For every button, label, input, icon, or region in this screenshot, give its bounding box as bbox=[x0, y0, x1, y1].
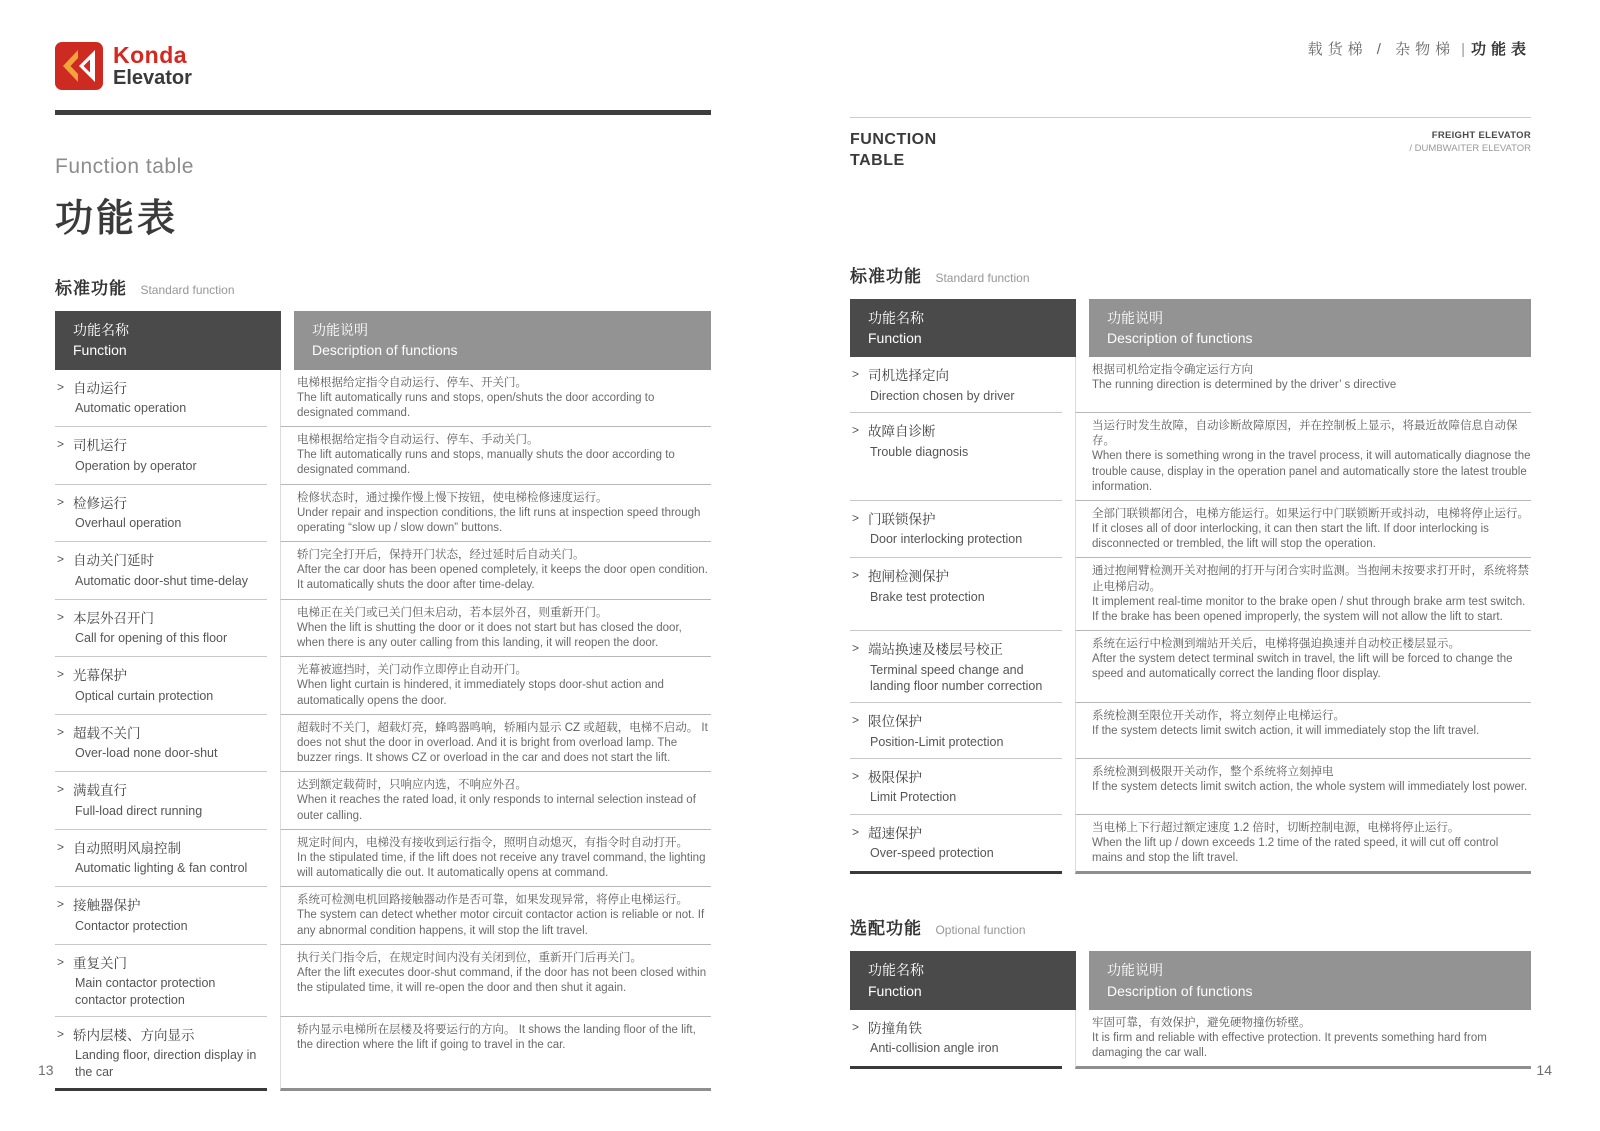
table-row bbox=[55, 657, 711, 715]
header-description-cn: 功能说明 bbox=[312, 322, 368, 338]
header-description-en: Description of functions bbox=[1107, 329, 1253, 346]
function-desc-cell bbox=[1075, 413, 1531, 501]
function-desc-cell bbox=[1075, 1010, 1531, 1070]
bullet-icon: > bbox=[57, 897, 65, 912]
function-desc-cell bbox=[280, 1017, 711, 1091]
function-desc-en: It does not shut the door in overload. And it is bright from overload lamp. The buzzer rings. It shows CZ or overload in the car and does not start the lift. bbox=[297, 721, 708, 765]
function-desc-cell bbox=[280, 370, 711, 428]
heading-right-line2: / DUMBWAITER ELEVATOR bbox=[1409, 142, 1531, 154]
function-name-en: Automatic lighting & fan control bbox=[75, 861, 248, 876]
function-name-cell bbox=[850, 413, 1062, 501]
heading-right-line1: FREIGHT ELEVATOR bbox=[1431, 130, 1531, 141]
section-label-cn: 标准功能 bbox=[55, 279, 127, 298]
function-name-en: Landing floor, direction display in the car bbox=[75, 1048, 257, 1079]
bullet-icon: > bbox=[57, 609, 65, 624]
function-desc-cell bbox=[1075, 501, 1531, 559]
function-name-cn: 光幕保护 bbox=[73, 668, 128, 684]
function-desc-cn: 根据司机给定指令确定运行方向 bbox=[1092, 364, 1253, 377]
function-desc-en: When it reaches the rated load, it only responds to internal selection instead of outer calling. bbox=[297, 794, 696, 822]
function-name-cn: 自动照明风扇控制 bbox=[73, 840, 182, 856]
function-desc-en: If the system detects limit switch action, it will immediately stop the lift travel. bbox=[1092, 725, 1480, 738]
function-name-cell bbox=[55, 485, 267, 543]
breadcrumb-category: 载货梯 / 杂物梯 bbox=[1307, 41, 1456, 58]
function-desc-cn: 规定时间内，电梯没有接收到运行指令，照明自动熄灭，有指令时自动打开。 bbox=[297, 836, 688, 849]
function-name-cell bbox=[850, 357, 1062, 413]
function-desc-cn: 牢固可靠，有效保护，避免硬物撞伤轿壁。 bbox=[1092, 1016, 1311, 1029]
function-desc-cell bbox=[280, 657, 711, 715]
function-desc-en: If it closes all of door interlocking, it can then start the lift. If door interlocking is disconnected or trembled, the lift will stop the operation. bbox=[1092, 523, 1489, 551]
header-description-cell bbox=[294, 311, 711, 370]
function-name-cell bbox=[850, 703, 1062, 759]
function-name-en: Call for opening of this floor bbox=[75, 631, 228, 646]
bullet-icon: > bbox=[57, 954, 65, 969]
section-label-en: Standard function bbox=[935, 270, 1030, 285]
brand-subname: Elevator bbox=[113, 66, 192, 89]
function-name-cn: 极限保护 bbox=[868, 769, 923, 785]
header-function-en: Function bbox=[868, 982, 922, 999]
header-description-cell bbox=[1089, 951, 1531, 1010]
table-row bbox=[55, 370, 711, 428]
header-function-en: Function bbox=[868, 329, 922, 346]
bullet-icon: > bbox=[852, 422, 860, 437]
function-name-cell bbox=[55, 887, 267, 945]
function-desc-en: The lift automatically runs and stops, manually shuts the door according to designated command. bbox=[297, 449, 675, 477]
function-name-cn: 自动运行 bbox=[73, 380, 128, 396]
header-function-cn: 功能名称 bbox=[868, 962, 924, 979]
section-standard-function bbox=[850, 262, 1531, 287]
function-desc-cn: 轿门完全打开后，保持开门状态，经过延时后自动关门。 bbox=[297, 549, 585, 562]
heading-line1: FUNCTION bbox=[850, 131, 937, 148]
function-name-cell bbox=[850, 631, 1062, 703]
table-row bbox=[850, 1010, 1531, 1070]
table-row bbox=[55, 772, 711, 830]
standard-function-table bbox=[55, 311, 711, 1091]
page-left bbox=[55, 40, 711, 1091]
function-desc-cell bbox=[280, 427, 711, 485]
brand-name: Konda bbox=[113, 42, 188, 69]
function-name-cell bbox=[55, 715, 267, 773]
function-name-en: Position-Limit protection bbox=[870, 734, 1004, 749]
page-number-left: 13 bbox=[38, 1062, 54, 1078]
bullet-icon: > bbox=[57, 552, 65, 567]
function-name-cell bbox=[55, 945, 267, 1017]
function-desc-en: After the lift executes door-shut command, if the door has not been closed within the stipulated time, it will re-open the door and then shut it again. bbox=[297, 966, 707, 995]
function-desc-en: If the system detects limit switch action, the whole system will immediately lost power. bbox=[1092, 781, 1528, 794]
function-desc-cell bbox=[280, 772, 711, 830]
function-desc-cn: 系统检测到极限开关动作，整个系统将立刻掉电 bbox=[1092, 765, 1334, 778]
table-row bbox=[55, 542, 711, 600]
function-name-en: Over-speed protection bbox=[870, 846, 994, 861]
function-name-cn: 抱闸检测保护 bbox=[868, 569, 950, 585]
table-row bbox=[850, 703, 1531, 759]
function-desc-cn: 通过抱闸臂检测开关对抱闸的打开与闭合实时监测。当抱闸未按要求打开时，系统将禁止电梯启动。 bbox=[1092, 565, 1529, 593]
bullet-icon: > bbox=[852, 510, 860, 525]
table-row bbox=[850, 357, 1531, 413]
function-name-cell bbox=[55, 772, 267, 830]
header-description-cell bbox=[1089, 299, 1531, 358]
function-name-en: Brake test protection bbox=[870, 589, 985, 604]
function-name-cell bbox=[55, 1017, 267, 1091]
function-desc-cell bbox=[280, 945, 711, 1017]
function-name-en: Door interlocking protection bbox=[870, 532, 1023, 547]
bullet-icon: > bbox=[852, 824, 860, 839]
table-row bbox=[55, 600, 711, 658]
header-description-en: Description of functions bbox=[312, 342, 458, 359]
header-function-en: Function bbox=[73, 342, 127, 359]
function-desc-cn: 系统检测至限位开关动作，将立刻停止电梯运行。 bbox=[1092, 710, 1345, 723]
header-description-en: Description of functions bbox=[1107, 982, 1253, 999]
function-name-cn: 司机运行 bbox=[73, 438, 128, 454]
table-row bbox=[850, 413, 1531, 501]
function-name-cn: 防撞角铁 bbox=[868, 1020, 923, 1036]
page-heading-subtitle bbox=[1409, 130, 1531, 172]
page-right bbox=[850, 38, 1531, 1069]
brand-text bbox=[113, 43, 192, 88]
function-desc-en: When the lift is shutting the door or it does not start but has closed the door, when there is any outer calling from this landing, it will reopen the door. bbox=[297, 621, 682, 649]
function-name-cn: 超速保护 bbox=[868, 825, 923, 841]
table-row bbox=[55, 1017, 711, 1091]
function-desc-en: After the system detect terminal switch in travel, the lift will be forced to change the speed and automatically correct the landing floor display. bbox=[1092, 653, 1513, 681]
function-desc-en: Under repair and inspection conditions, the lift runs at inspection speed through operating “slow up / slow down” buttons. bbox=[297, 506, 701, 534]
function-desc-cn: 检修状态时，通过操作慢上慢下按钮，使电梯检修速度运行。 bbox=[297, 491, 608, 504]
table-row bbox=[55, 715, 711, 773]
function-desc-cell bbox=[1075, 815, 1531, 875]
function-name-cn: 接触器保护 bbox=[73, 898, 141, 914]
function-desc-en: It is firm and reliable with effective protection. It prevents something hard from damaging the car wall. bbox=[1092, 1031, 1487, 1060]
function-name-cell bbox=[55, 370, 267, 428]
section-optional-function bbox=[850, 914, 1531, 939]
function-name-en: Automatic operation bbox=[75, 401, 187, 416]
function-desc-en: When there is something wrong in the travel process, it will automatically diagnose the trouble cause, display in the operation panel and automatically store the latest trouble information. bbox=[1092, 450, 1531, 493]
function-desc-en: When the lift up / down exceeds 1.2 time of the rated speed, it will cut off control mains and stop the lift travel. bbox=[1092, 836, 1499, 865]
function-desc-cn: 电梯根据给定指令自动运行、停车、开关门。 bbox=[297, 376, 527, 389]
bullet-icon: > bbox=[57, 724, 65, 739]
header-function-cn: 功能名称 bbox=[73, 322, 129, 338]
function-name-cell bbox=[850, 501, 1062, 559]
function-name-cn: 端站换速及楼层号校正 bbox=[868, 642, 1004, 658]
bullet-icon: > bbox=[852, 768, 860, 783]
function-desc-cell bbox=[280, 830, 711, 888]
page-title-en: Function table bbox=[55, 155, 194, 178]
function-name-en: Overhaul operation bbox=[75, 516, 182, 531]
breadcrumb-current: 功能表 bbox=[1470, 41, 1531, 58]
function-name-cell bbox=[55, 657, 267, 715]
table-row bbox=[55, 830, 711, 888]
header-function-cell bbox=[850, 299, 1076, 358]
table-body bbox=[850, 1010, 1531, 1070]
function-desc-cn: 系统在运行中检测到端站开关后，电梯将强迫换速并自动校正楼层显示。 bbox=[1092, 638, 1460, 651]
function-name-cn: 故障自诊断 bbox=[868, 423, 936, 439]
header-description-cn: 功能说明 bbox=[1107, 309, 1163, 326]
function-desc-en: The running direction is determined by the driver’ s directive bbox=[1092, 379, 1397, 392]
function-name-cell bbox=[850, 1010, 1062, 1070]
function-desc-en: The system can detect whether motor circuit contactor action is reliable or not. If any abnormal condition happens, it will stop the lift travel. bbox=[297, 909, 705, 937]
function-desc-en: In the stipulated time, if the lift does not receive any travel command, the lighting will automatically die out. It automatically opens at command. bbox=[297, 851, 706, 880]
bullet-icon: > bbox=[852, 1019, 860, 1034]
table-header-row bbox=[850, 299, 1531, 358]
section-label-cn: 选配功能 bbox=[850, 919, 922, 939]
header-function-cell bbox=[850, 951, 1076, 1010]
function-desc-cn: 光幕被遮挡时，关门动作立即停止自动开门。 bbox=[297, 664, 527, 677]
function-desc-en: After the car door has been opened completely, it keeps the door open condition. It automatically shuts the door after time-delay. bbox=[297, 564, 708, 592]
section-standard-function bbox=[55, 274, 711, 299]
heading-line2: TABLE bbox=[850, 151, 905, 169]
function-name-en: Over-load none door-shut bbox=[75, 746, 218, 761]
bullet-icon: > bbox=[852, 367, 860, 382]
function-name-en: Limit Protection bbox=[870, 790, 957, 805]
breadcrumb-divider: | bbox=[1461, 41, 1465, 58]
table-header-row bbox=[55, 311, 711, 370]
table-row bbox=[55, 945, 711, 1017]
function-name-cell bbox=[850, 558, 1062, 631]
function-name-cell bbox=[55, 427, 267, 485]
function-name-en: Optical curtain protection bbox=[75, 688, 214, 703]
bullet-icon: > bbox=[57, 437, 65, 452]
function-name-cell bbox=[850, 759, 1062, 815]
function-desc-en: It implement real-time monitor to the brake open / shut through brake arm test switch. If the brake has been opened improperly, the system will not allow the lift to start. bbox=[1092, 595, 1526, 623]
function-name-en: Terminal speed change and landing floor number correction bbox=[870, 662, 1043, 693]
page-heading bbox=[850, 130, 1531, 172]
table-row bbox=[850, 501, 1531, 559]
bullet-icon: > bbox=[57, 1026, 65, 1041]
function-desc-cn: 电梯正在关门或已关门但未启动，若本层外召，则重新开门。 bbox=[297, 606, 608, 619]
function-name-cn: 司机选择定向 bbox=[868, 368, 950, 384]
function-name-en: Trouble diagnosis bbox=[870, 444, 969, 459]
function-desc-cn: 全部门联锁都闭合，电梯方能运行。如果运行中门联锁断开或抖动，电梯将停止运行。 bbox=[1092, 507, 1529, 520]
function-name-cn: 本层外召开门 bbox=[73, 610, 155, 626]
function-desc-en: The lift automatically runs and stops, open/shuts the door according to designated command. bbox=[297, 391, 655, 419]
bullet-icon: > bbox=[852, 568, 860, 583]
function-name-cn: 门联锁保护 bbox=[868, 511, 936, 527]
function-name-cn: 重复关门 bbox=[73, 955, 128, 971]
function-name-cell bbox=[55, 600, 267, 658]
function-desc-cn: 电梯根据给定指令自动运行、停车、手动关门。 bbox=[297, 434, 539, 447]
table-body bbox=[850, 357, 1531, 874]
function-name-cn: 限位保护 bbox=[868, 714, 923, 730]
function-desc-cell bbox=[280, 485, 711, 543]
function-name-en: Operation by operator bbox=[75, 458, 197, 473]
function-desc-cn: 系统可检测电机回路接触器动作是否可靠，如果发现异常，将停止电梯运行。 bbox=[297, 894, 688, 907]
table-body bbox=[55, 370, 711, 1091]
function-desc-cell bbox=[280, 887, 711, 945]
function-name-cn: 检修运行 bbox=[73, 495, 128, 511]
function-name-en: Anti-collision angle iron bbox=[870, 1041, 999, 1056]
header-function-cn: 功能名称 bbox=[868, 309, 924, 326]
table-row bbox=[55, 485, 711, 543]
bullet-icon: > bbox=[57, 379, 65, 394]
function-name-cn: 满载直行 bbox=[73, 783, 128, 799]
function-desc-cn: 执行关门指令后，在规定时间内没有关闭到位，重新开门后再关门。 bbox=[297, 951, 642, 964]
function-desc-cn: 轿内显示电梯所在层楼及将要运行的方向。 bbox=[297, 1023, 516, 1036]
function-name-cell bbox=[55, 542, 267, 600]
function-desc-cell bbox=[1075, 759, 1531, 815]
section-label-en: Standard function bbox=[140, 283, 235, 297]
table-row bbox=[850, 558, 1531, 631]
function-desc-cell bbox=[1075, 703, 1531, 759]
page-title-cn: 功能表 bbox=[55, 198, 179, 240]
function-name-cell bbox=[850, 815, 1062, 875]
table-header-row bbox=[850, 951, 1531, 1010]
optional-function-table bbox=[850, 951, 1531, 1069]
bullet-icon: > bbox=[57, 839, 65, 854]
function-desc-cell bbox=[1075, 631, 1531, 703]
section-label-en: Optional function bbox=[935, 923, 1026, 938]
table-row bbox=[55, 427, 711, 485]
bullet-icon: > bbox=[57, 667, 65, 682]
function-name-en: Direction chosen by driver bbox=[870, 388, 1015, 403]
function-desc-cell bbox=[1075, 357, 1531, 413]
bullet-icon: > bbox=[852, 713, 860, 728]
table-row bbox=[850, 815, 1531, 875]
function-desc-cell bbox=[1075, 558, 1531, 631]
table-row bbox=[850, 631, 1531, 703]
header-description-cn: 功能说明 bbox=[1107, 962, 1163, 979]
function-desc-cn: 达到额定载荷时，只响应内选，不响应外召。 bbox=[297, 779, 527, 792]
function-desc-en: When light curtain is hindered, it immediately stops door-shut action and automatically opens the door. bbox=[297, 679, 664, 707]
page-number-right: 14 bbox=[1536, 1062, 1552, 1078]
function-name-cn: 超载不关门 bbox=[73, 725, 141, 741]
function-name-cn: 自动关门延时 bbox=[73, 553, 155, 569]
konda-logo-icon bbox=[55, 42, 103, 90]
function-name-cn: 轿内层楼、方向显示 bbox=[73, 1027, 195, 1043]
function-name-en: Contactor protection bbox=[75, 918, 188, 933]
function-name-en: Full-load direct running bbox=[75, 803, 203, 818]
function-desc-cell bbox=[280, 542, 711, 600]
section-label-cn: 标准功能 bbox=[850, 266, 922, 286]
bullet-icon: > bbox=[57, 494, 65, 509]
standard-function-table bbox=[850, 299, 1531, 875]
table-row bbox=[55, 887, 711, 945]
function-desc-cell bbox=[280, 600, 711, 658]
function-name-en: Automatic door-shut time-delay bbox=[75, 573, 248, 588]
page-heading-title bbox=[850, 130, 937, 172]
table-row bbox=[850, 759, 1531, 815]
brand-header bbox=[55, 40, 711, 92]
function-name-cell bbox=[55, 830, 267, 888]
header-function-cell bbox=[55, 311, 281, 370]
function-desc-cn: 超载时不关门，超载灯亮，蜂鸣器鸣响，轿厢内显示 CZ 或超载，电梯不启动。 bbox=[297, 721, 699, 734]
bullet-icon: > bbox=[57, 782, 65, 797]
breadcrumb bbox=[850, 38, 1531, 60]
header-rule bbox=[850, 117, 1531, 118]
function-desc-cn: 当运行时发生故障，自动诊断故障原因，并在控制板上显示，将最近故障信息自动保存。 bbox=[1092, 419, 1518, 448]
function-name-en: Main contactor protection contactor protection bbox=[75, 976, 216, 1007]
bullet-icon: > bbox=[852, 641, 860, 656]
function-desc-cell bbox=[280, 715, 711, 773]
function-desc-cn: 当电梯上下行超过额定速度 1.2 倍时，切断控制电源，电梯将停止运行。 bbox=[1092, 821, 1460, 834]
title-rule bbox=[55, 110, 711, 115]
function-desc-en: It shows the landing floor of the lift, the direction where the lift if going to travel in the car. bbox=[297, 1023, 696, 1051]
